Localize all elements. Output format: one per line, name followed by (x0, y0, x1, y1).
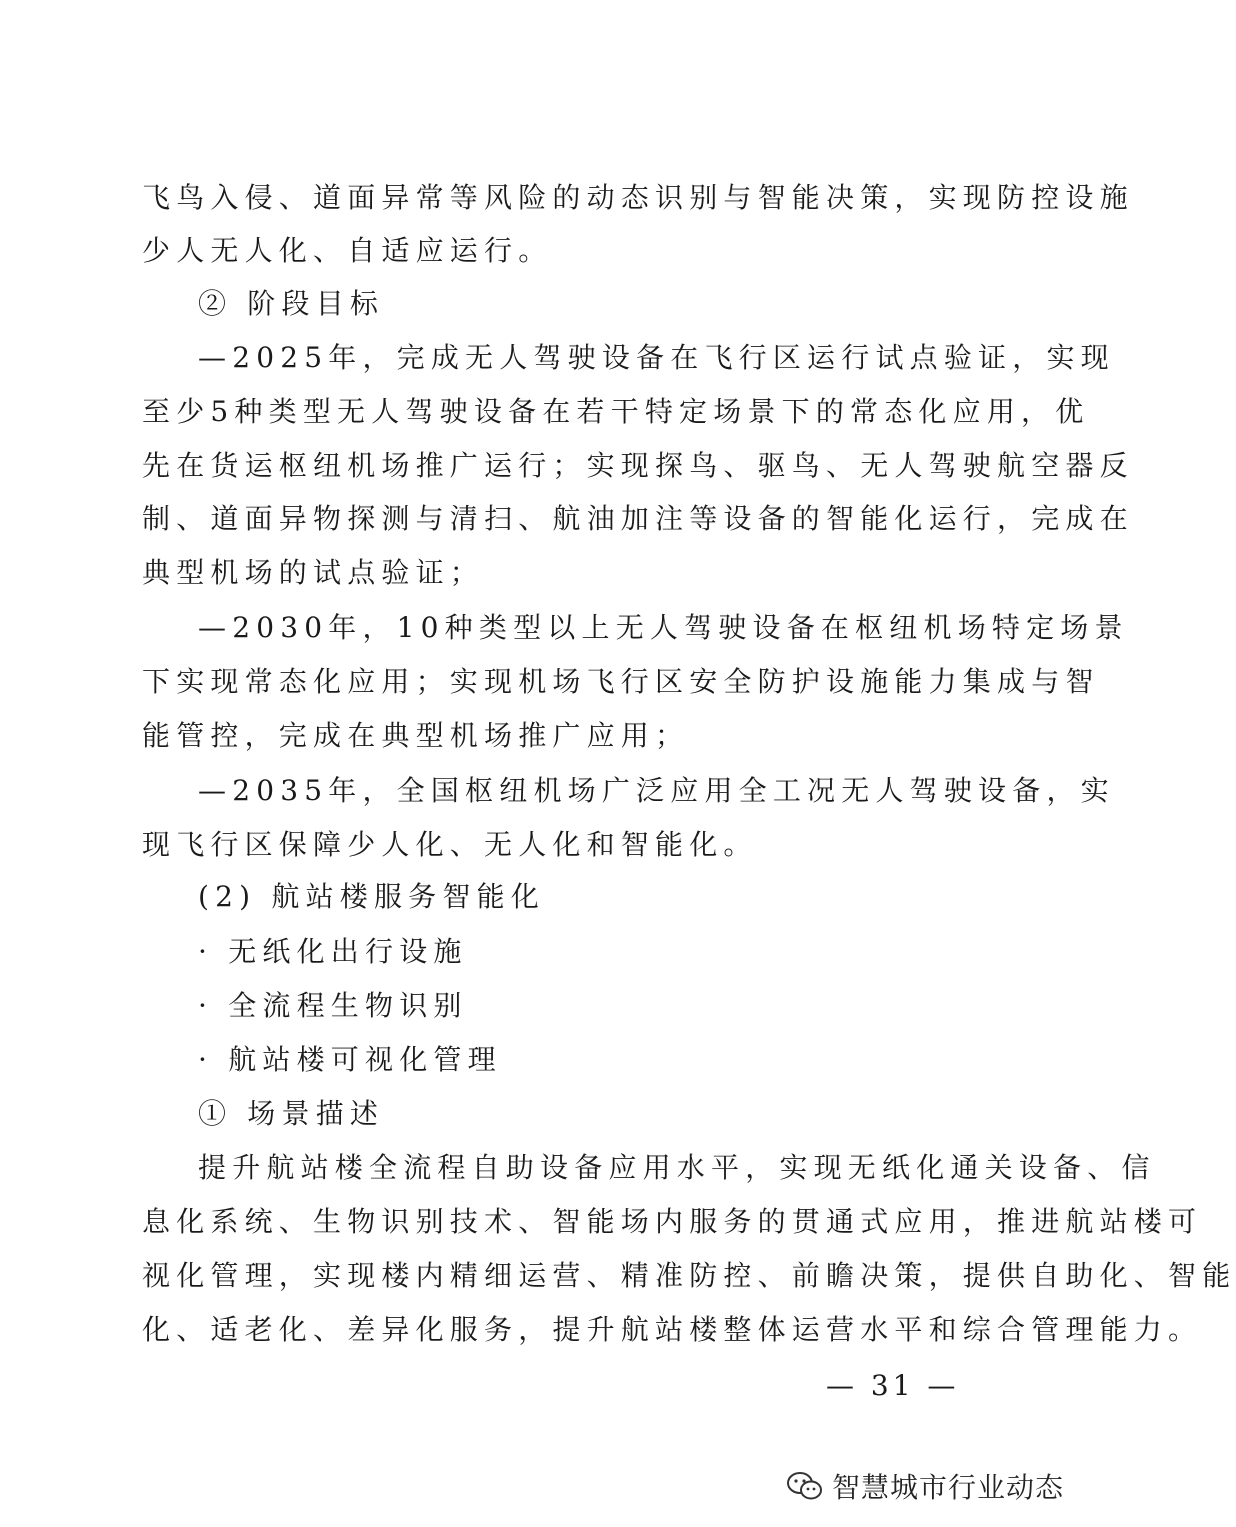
watermark-text: 智慧城市行业动态 (832, 1471, 1065, 1504)
paragraph-line: —2025年，完成无人驾驶设备在飞行区运行试点验证，实现 (198, 341, 1115, 374)
section-heading-terminal: (2) 航站楼服务智能化 (198, 880, 545, 913)
watermark (786, 1466, 1064, 1506)
paragraph-line: 下实现常态化应用；实现机场飞行区安全防护设施能力集成与智 (142, 665, 1100, 698)
paragraph-line: 少人无人化、自适应运行。 (142, 234, 553, 267)
paragraph-line: 视化管理，实现楼内精细运营、精准防控、前瞻决策，提供自助化、智能 (142, 1259, 1236, 1292)
paragraph-line: 息化系统、生物识别技术、智能场内服务的贯通式应用，推进航站楼可 (142, 1205, 1203, 1238)
paragraph-line: 现飞行区保障少人化、无人化和智能化。 (142, 828, 758, 861)
paragraph-line: 至少5种类型无人驾驶设备在若干特定场景下的常态化应用，优 (142, 395, 1090, 428)
page-number: — 31 — (826, 1369, 960, 1402)
paragraph-line: 先在货运枢纽机场推广运行；实现探鸟、驱鸟、无人驾驶航空器反 (142, 449, 1134, 482)
paragraph-line: —2030年，10种类型以上无人驾驶设备在枢纽机场特定场景 (198, 611, 1129, 644)
paragraph-line: 典型机场的试点验证； (142, 556, 485, 589)
paragraph-line: 制、道面异物探测与清扫、航油加注等设备的智能化运行，完成在 (142, 502, 1134, 535)
subheading-scene-description: ① 场景描述 (198, 1097, 385, 1130)
paragraph-line: 化、适老化、差异化服务，提升航站楼整体运营水平和综合管理能力。 (142, 1313, 1203, 1346)
bullet-item: · 无纸化出行设施 (198, 935, 468, 968)
subheading-stage-goals: ② 阶段目标 (198, 287, 385, 320)
paragraph-line: 飞鸟入侵、道面异常等风险的动态识别与智能决策，实现防控设施 (142, 181, 1134, 214)
paragraph-line: 提升航站楼全流程自助设备应用水平，实现无纸化通关设备、信 (198, 1151, 1156, 1184)
paragraph-line: —2035年，全国枢纽机场广泛应用全工况无人驾驶设备，实 (198, 774, 1115, 807)
bullet-item: · 航站楼可视化管理 (198, 1043, 502, 1076)
bullet-item: · 全流程生物识别 (198, 989, 468, 1022)
wechat-icon (786, 1470, 824, 1502)
paragraph-line: 能管控，完成在典型机场推广应用； (142, 719, 690, 752)
